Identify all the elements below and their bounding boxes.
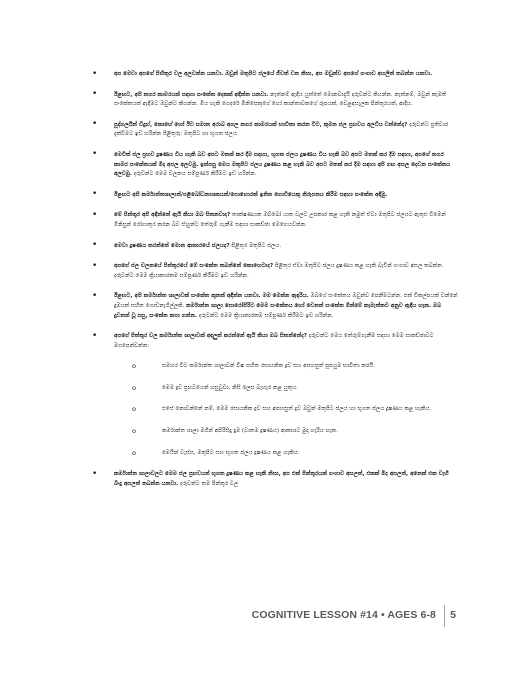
list-item bbox=[92, 292, 458, 321]
bullet-text: ඔබගේ සංකේතය ඔවුන්ව පෙනීමටන්න. එක් විකල්පයක් වන්නේ දුමයක් සහිත ගොඩනැගිල්ලකි. bbox=[114, 293, 458, 309]
bullet-bold-text: මෙවා දූෂණය කරන්නේ මොන ආකාරයේ ජලයද? bbox=[114, 242, 230, 249]
list-item bbox=[92, 151, 458, 180]
bullet-bold-text: ඊළඟට අපි කර්මාන්තශාලාන්/පළිබෝධනාශකයන්/පොහොරක් ඉනින ගොවියෙකු නිරූපනය කිරීම සඳහා සංකේත අඳිමු. bbox=[114, 191, 388, 198]
bullet-bold-text: අප මෙවා අපගේ පිහිතුර වල අලවන්න යනවා. ඔවුන් මතුපිට ජලයේ ජීවත් වන නිසා, අප ඔවුන්ව අපගේ ගංගාව අහලින් තබන්න යනවා. bbox=[114, 71, 433, 77]
page-number: 5 bbox=[450, 609, 456, 621]
bullet-bold-text: අපගේ ජල චලනයේ පින්තූරයේ මේ සංකේත තබන්නේ කොහෙටාද? bbox=[114, 263, 274, 270]
bullet-bold-text: අපගේ පිත්තූර වල කර්මාන්ත ශාලාවක් අඳලුත් කරන්නේ ඇයි කියා ඔබ සිතන්නේද? bbox=[114, 333, 307, 340]
sub-list-item: o මෙයින් වැස්ස, මතුපිට සහ භූගත ජලය දූෂණය කළ හැකිය. bbox=[132, 449, 458, 459]
bullet-bold-text: කර්මාන්ත ශාලාවලට මෙම ජල ප්‍රභවයන් භූගත දූෂණය කළ හැකි නිසා, අප එක් පින්තූරයක් ගංගාව අසලත්, එකක් මිද අසලත්, අනෙක් එක වැහි බිංදු අසලත් තබන්න යනවා. bbox=[114, 471, 449, 487]
page-footer bbox=[0, 605, 532, 627]
bullet-bold-text: පුද්ගලයින් විදුහ්, කොහේ හෝ ඊට සමාන අරාබ අගල නගර කාමරයක් භාවිතා කරන විට, කුමන ජල ප්‍රභවය අලවිය වන්නේද? bbox=[114, 121, 408, 128]
footer-divider bbox=[444, 605, 445, 627]
bullet-text: දරුවන්ට මෙම චලනය සම්පූර්ණ කිරීමට ඉඩ හරින්න. bbox=[131, 171, 257, 178]
list-item bbox=[92, 262, 458, 281]
bullet-text: දරුවන්ට තම පින්තූර වල bbox=[178, 480, 239, 487]
sub-list-item: o කර්මාන්ත ශාලා මගින් අපිරිසිදු දුම (වාතම දූෂණය) ආකාශට මුදා හැරිය හැක. bbox=[132, 427, 458, 437]
list-item bbox=[92, 470, 458, 489]
list-item bbox=[92, 191, 458, 201]
lesson-label: COGNITIVE LESSON #14 • AGES 6-8 bbox=[251, 609, 436, 621]
sub-list-item: o සමහර විට කර්මාන්ත ශාලාවන් විෂ සහිත රසායනික ද්‍රව සහ අපහසුත් සූපයුම භාවිතා කරයි. bbox=[132, 362, 458, 372]
list-item bbox=[92, 332, 458, 351]
bullet-text: දරුවන්ට ප්‍රතිචාර දැක්වීමට ඉඩ හරින්න පිළිතුරු: මතුපිට හා භූගත ජලය bbox=[114, 121, 449, 138]
bullet-bold-text: ඊළඟට, අපි කර්මාන්ත ශාලාවක් සංකේත කුනක් අඳින්න යනවා. මම මෙන්න ඇඳරිය. bbox=[114, 293, 309, 300]
sub-list-item: o මෙම ද්‍රව ප්‍රභවයෙන් හසුවුවා, නිසි ලෙස බැහැර කළ යුතුය. bbox=[132, 384, 458, 394]
bullet-bold-text: මේ පින්තූර අපි අඳින්නේ ඇයි කියා ඔබ සිතනවාද? bbox=[114, 212, 231, 219]
list-item bbox=[92, 242, 458, 252]
bullet-text: පිළිතුර ඒවා මතුපිට ජලය දූෂණය කළ හැකි බැවින් ගංගාව අසල තබන්න. දරුවන්ට මෙම ක්‍රියාකාරකම සම්පූර්ණ කිරීමට ඉඩ හරින්න. bbox=[114, 263, 444, 279]
bullet-bold-text: කර්මාන්ත ශාලා පොරෝපිරිට මෙම සංකේතය හෝ වෙනත් සංකේත මින්මේ කැමැත්තට අනුව ඇඳිය හැක. ඔබ දුවනන් වූ පසු, සංකේත කපා ගන්න. bbox=[114, 302, 442, 319]
list-item bbox=[92, 91, 458, 110]
lesson-content bbox=[92, 70, 458, 500]
bullet-bold-text: මෙවිත් ජල ප්‍රභව දූෂණය විය හැකි බව අපට මතක් කර දීම සඳහා, භූගත ජලය දූෂණය විය හැකි බව අපට මතක් කර දීම සඳහා, අපගේ නගර කාමර සංකේතයක් මිද අපල අලවමු. ඉන්පසු මෙය මතුපිට ජලය දූෂණය කළ හැකි බව අපට මතක් කර දීම සඳහා අපි ගඟ අසල දෙවන සංකේතය අලවමු. bbox=[114, 151, 451, 178]
bullet-text: පිළිතුර මතුපිට ජලය. bbox=[229, 242, 282, 249]
list-item bbox=[92, 121, 458, 140]
list-item bbox=[92, 211, 458, 230]
bullet-text: නැත්නම් ඇඳිය යුත්තේ මොනවාදැයි දරුවන්ට කියන්න. නැත්නම්, ඔවුන් කැමති සංකේතයක් ඇඳීමට ඔවුන්ට කියන්න. මිය හැකි ගෙදරේ මිනිසෙකුගේ හෝ කාන්තාවකගේ රූපයක්, වෙළඳසැලක පින්තූරයක්, ආදිය. bbox=[114, 91, 447, 108]
bullet-text: දරුවන්ට මෙය තේරුම්ගැනීම සඳහා මෙම සාකච්ඡාවට මගපෙන්වන්න: bbox=[114, 333, 434, 349]
sub-list-item: o එසේ නොවන්නේ නම්, මෙම රසායනික ද්‍රව සහ අපහසුත් ද්‍රව ඔවුන් මතුපිට ජලය හා භූගත ජලය දූෂණය කළ හැකිය. bbox=[132, 405, 458, 415]
bullet-text: තාක්ෂණයක ඔබ්බෝ යාත වලට උපකාර කළ හැකි නමුත් ඒවා මතුපිට ජලයට ඇතුළු වීමෙන් මිනිසුන් රෝගාතුර කරන බව ඒහුන්ට තේරුම් ගැනීම සඳහා සාකච්ඡා මෙහෙයවන්න. bbox=[114, 212, 446, 228]
bullet-text: දරුවන්ට මෙම ක්‍රියාකාරකම සම්පූර්ණ කිරීමට ඉඩ හරින්න. bbox=[197, 312, 334, 319]
list-item bbox=[92, 70, 458, 80]
bullet-bold-text: ඊළඟට, අපි නගර කාමරයක් සඳහා සංකේත දෙකක් අඳින්න යනවා. bbox=[114, 91, 269, 98]
